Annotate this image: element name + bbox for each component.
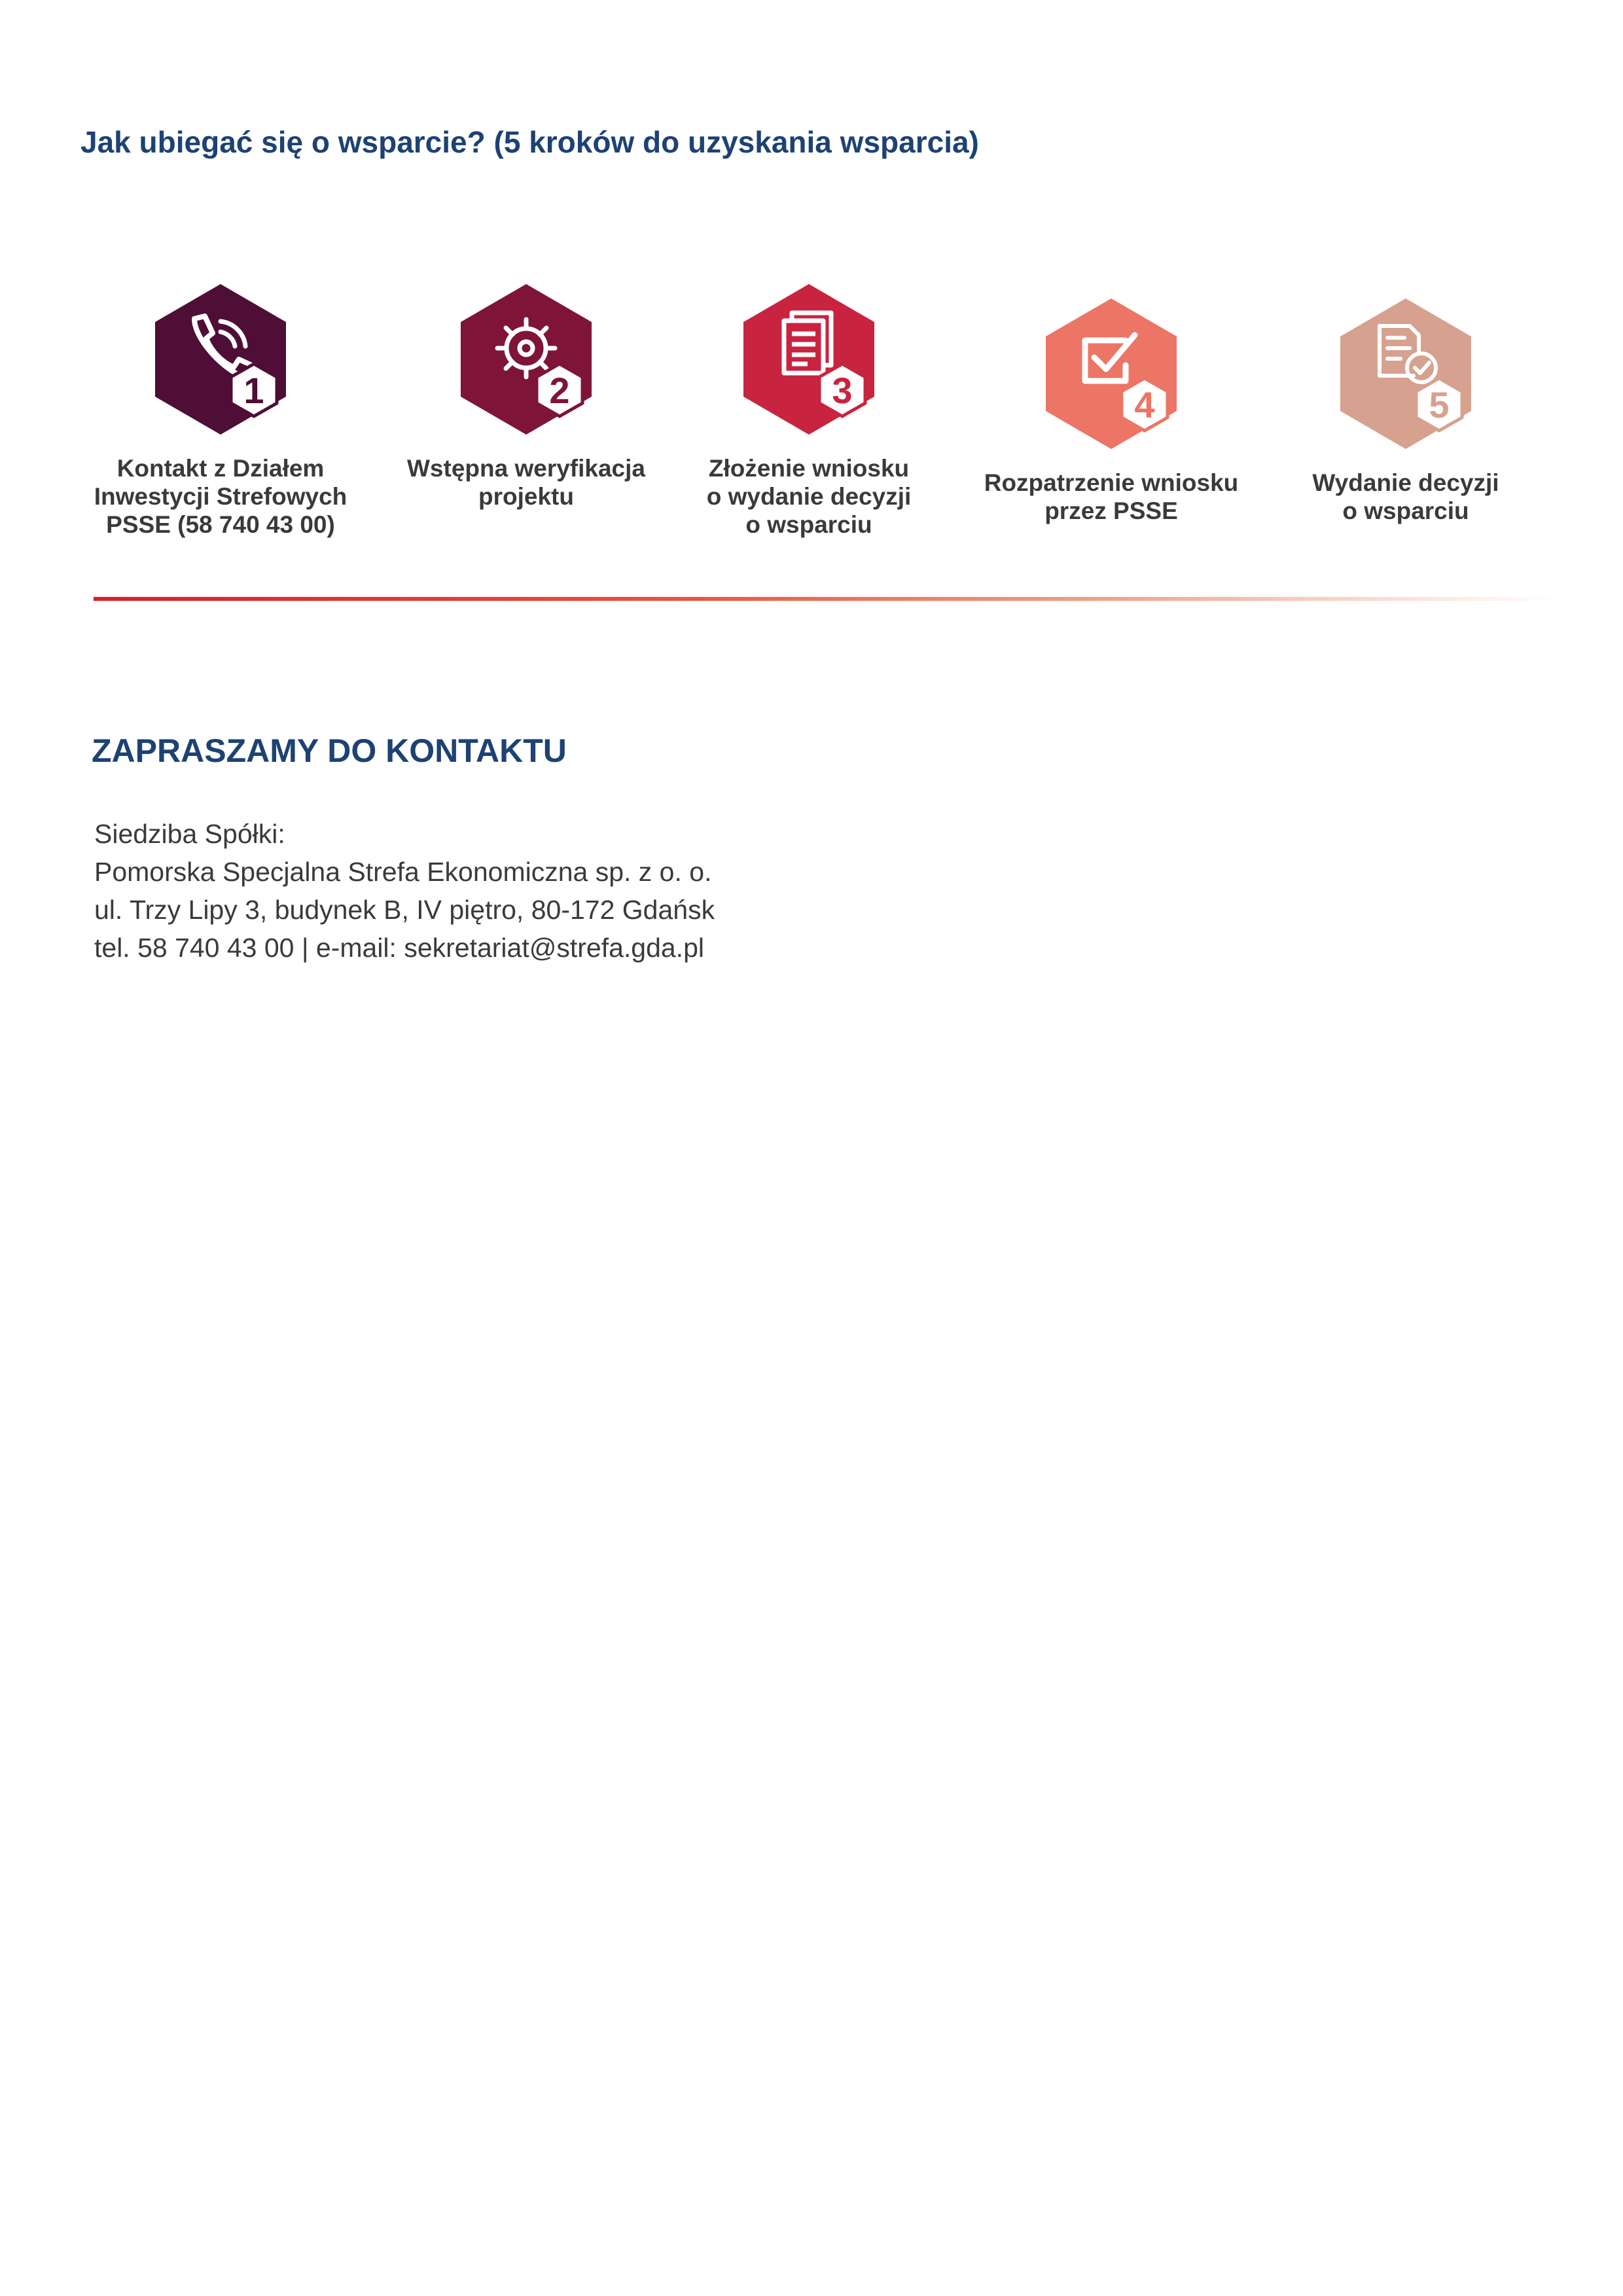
step-5-number: 5 xyxy=(1429,384,1450,425)
section-heading: Jak ubiegać się o wsparcie? (5 kroków do uzyskania wsparcia) xyxy=(80,125,979,159)
step-3-label: Złożenie wniosku o wydanie decyzji o wsparciu xyxy=(706,455,912,538)
contact-title: ZAPRASZAMY DO KONTAKTU xyxy=(92,732,567,769)
step-3-number: 3 xyxy=(832,370,853,411)
step-5-label: Wydanie decyzji o wsparciu xyxy=(1312,469,1499,524)
step-2-hexagon xyxy=(457,283,596,436)
document-icon xyxy=(784,313,831,373)
contact-line-company: Pomorska Specjalna Strefa Ekonomiczna sp. z o. o. xyxy=(94,857,712,887)
contact-line-address: ul. Trzy Lipy 3, budynek B, IV piętro, 80-172 Gdańsk xyxy=(94,895,715,925)
gradient-divider xyxy=(94,597,1560,601)
step-5-hexagon xyxy=(1336,297,1475,450)
contact-line-headquarters: Siedziba Spółki: xyxy=(94,819,285,849)
step-4-number: 4 xyxy=(1134,384,1155,425)
step-1-number: 1 xyxy=(243,370,264,411)
step-2-label: Wstępna weryfikacja projektu xyxy=(407,455,645,510)
step-1-hexagon xyxy=(151,283,290,436)
step-2-number: 2 xyxy=(549,370,570,411)
step-4-label: Rozpatrzenie wniosku przez PSSE xyxy=(984,469,1239,524)
step-4-hexagon xyxy=(1042,297,1181,450)
contact-details xyxy=(94,815,715,967)
step-1-label: Kontakt z Działem Inwestycji Strefowych PSSE (58 740 43 00) xyxy=(94,455,348,538)
contact-line-phone-email: tel. 58 740 43 00 | e-mail: sekretariat@strefa.gda.pl xyxy=(94,933,704,963)
step-3-hexagon xyxy=(740,283,878,436)
